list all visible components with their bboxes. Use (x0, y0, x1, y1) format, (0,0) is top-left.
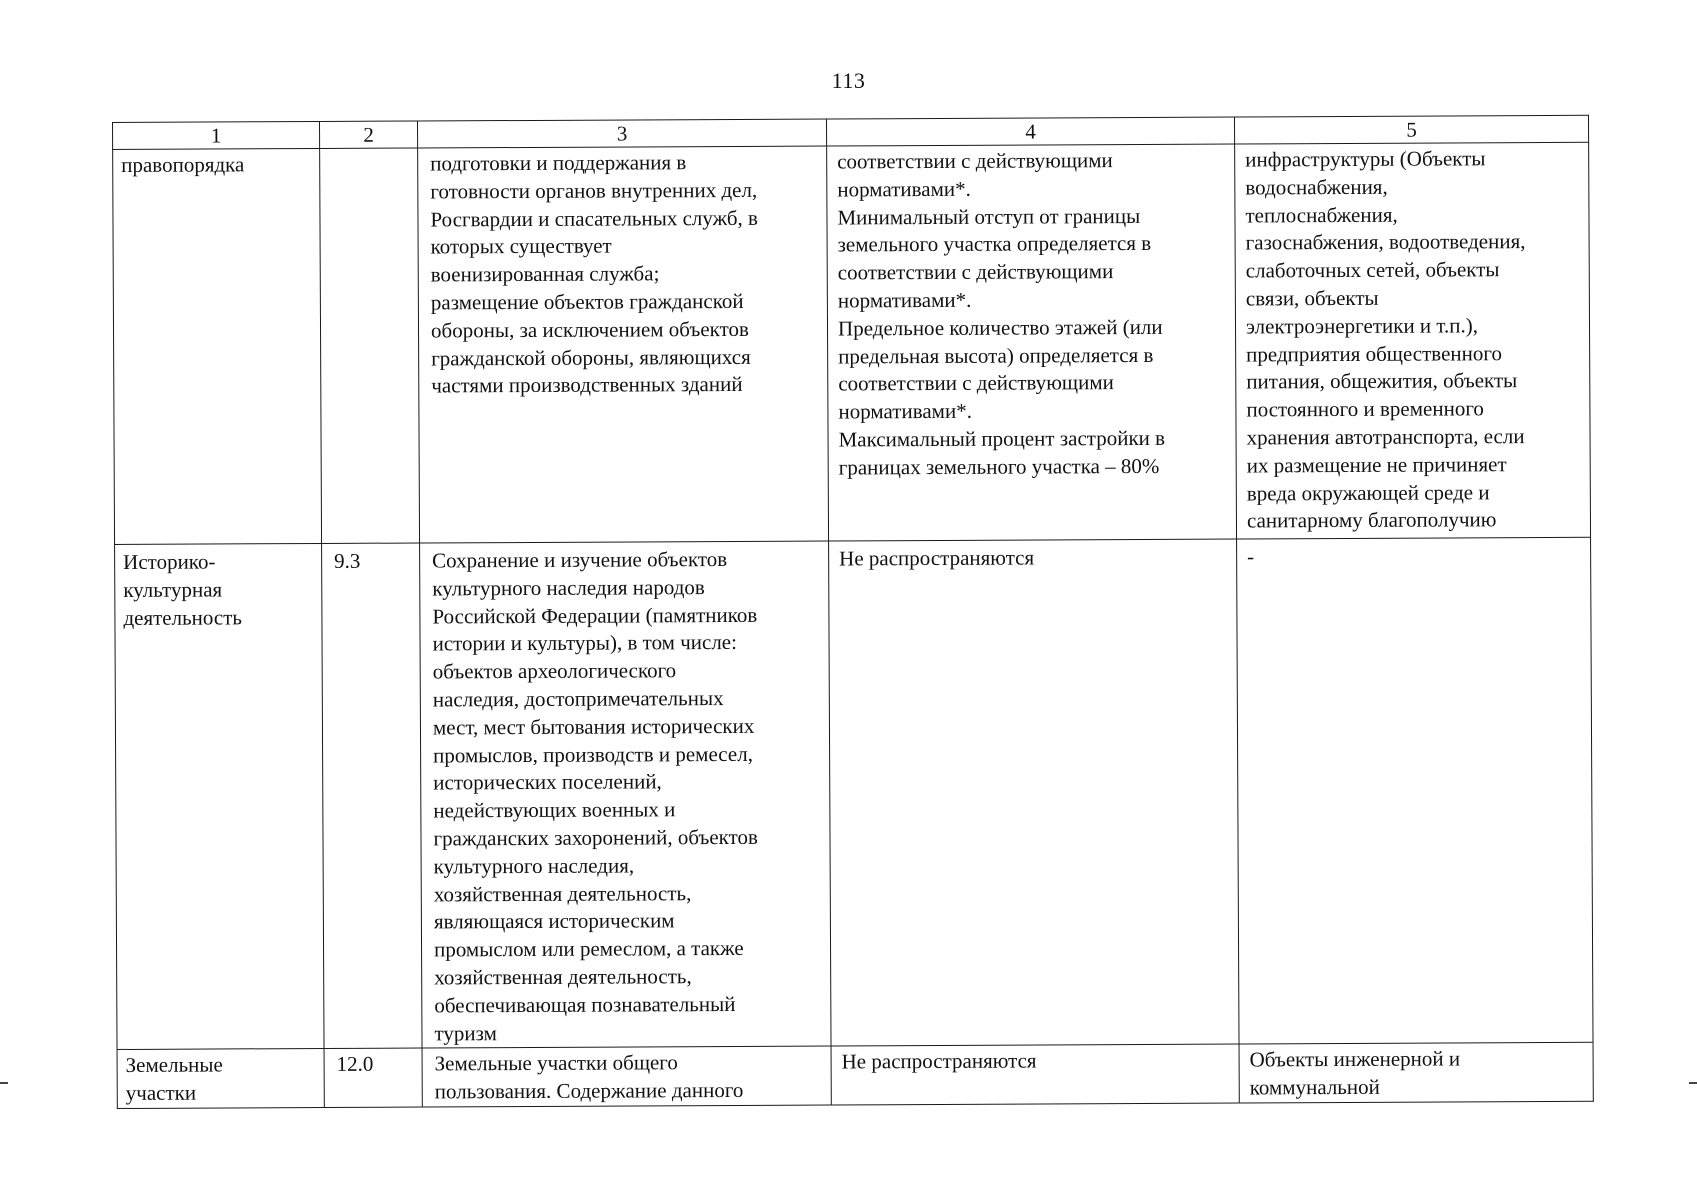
column-header-2: 2 (319, 121, 417, 148)
table-row (117, 1043, 1593, 1109)
cell-use-name: Историко- культурная деятельность (115, 543, 324, 1049)
cell-use-name: правопорядка (113, 148, 322, 544)
cell-use-code: 12.0 (324, 1048, 422, 1107)
land-use-table (112, 115, 1594, 1110)
column-header-3: 3 (417, 119, 826, 148)
cell-use-description: Земельные участки общего пользования. Содержание данного (422, 1046, 831, 1107)
column-header-1: 1 (113, 121, 320, 149)
cell-parameters: Не распространяются (829, 539, 1239, 1046)
cell-use-code: 9.3 (322, 543, 422, 1049)
table-row (113, 142, 1591, 544)
cell-auxiliary-uses: - (1237, 537, 1593, 1044)
column-header-5: 5 (1234, 115, 1588, 144)
cell-use-description: подготовки и поддержания в готовности органов внутренних дел, Росгвардии и спасательных служб, в которых существует военизированная служба; размещение объектов гражданской обороны, за исключением объектов гражданской обороны, являющихся частями производственных зданий (418, 146, 829, 543)
cell-auxiliary-uses: инфраструктуры (Объекты водоснабжения, теплоснабжения, газоснабжения, водоотведения, слаботочных сетей, объекты связи, объекты электроэнергетики и т.п.), предприятия общественного питания, общежития, объекты постоянного и временного хранения автотранспорта, если их размещение не причиняет вреда окружающей среде и санитарному благополучию (1235, 142, 1591, 539)
cell-auxiliary-uses: Объекты инженерной и коммунальной (1239, 1043, 1593, 1104)
cell-use-name: Земельные участки (117, 1049, 324, 1109)
cell-use-code (320, 148, 420, 543)
scan-edge-mark-right (1689, 1082, 1697, 1084)
cell-use-description: Сохранение и изучение объектов культурного наследия народов Российской Федерации (памятников истории и культуры), в том числе: объектов археологического наследия, достопримечательных мест, мест бытования исторических промыслов, производств и ремесел, исторических поселений, недействующих военных и гражданских захоронений, объектов культурного наследия, хозяйственная деятельность, являющаяся историческим промыслом или ремеслом, а также хозяйственная деятельность, обеспечивающая познавательный туризм (420, 541, 831, 1048)
cell-parameters: соответствии с действующими нормативами*. Минимальный отступ от границы земельного участка определяется в соответствии с действующими нормативами*. Предельное количество этажей (или предельная высота) определяется в соответствии с действующими нормативами*. Максимальный процент застройки в границах земельного участка – 80% (827, 144, 1237, 541)
scan-edge-mark-left (0, 1082, 8, 1084)
cell-parameters: Не распространяются (831, 1044, 1239, 1105)
page-number: 113 (831, 68, 866, 93)
table-row (115, 537, 1593, 1050)
column-header-4: 4 (826, 117, 1234, 146)
